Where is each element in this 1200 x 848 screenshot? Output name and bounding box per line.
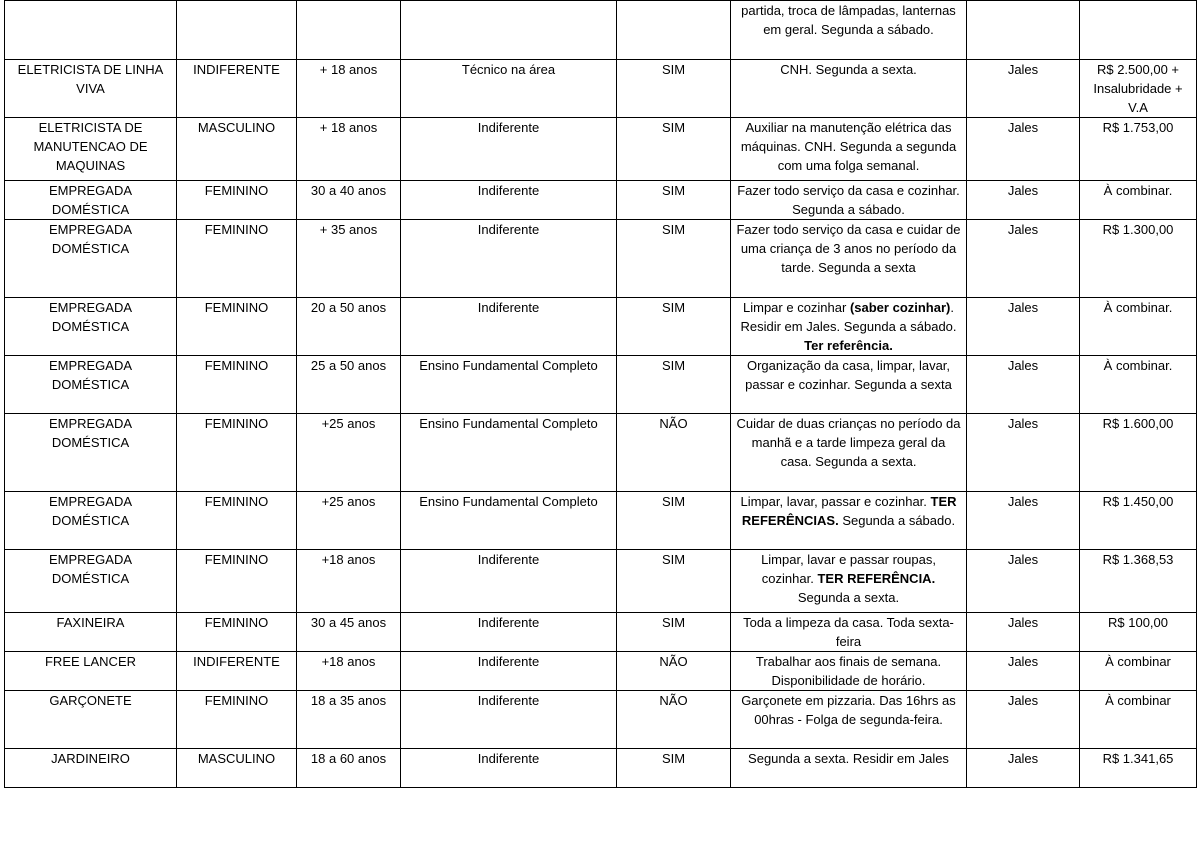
cell-cidade: Jales <box>967 118 1080 181</box>
cell-funcao: EMPREGADA DOMÉSTICA <box>5 181 177 220</box>
cell-idade: 20 a 50 anos <box>297 298 401 356</box>
cell-salario: À combinar <box>1080 652 1197 691</box>
cell-escolaridade: Indiferente <box>401 749 617 788</box>
cell-salario: À combinar. <box>1080 181 1197 220</box>
cell-escolaridade: Ensino Fundamental Completo <box>401 492 617 550</box>
cell-idade: + 18 anos <box>297 118 401 181</box>
cell-descricao <box>731 1 967 60</box>
cell-descricao <box>731 181 967 220</box>
cell-descricao <box>731 550 967 613</box>
description-text: Fazer todo serviço da casa e cuidar de uma criança de 3 anos no período da tarde. Segunda a sexta <box>736 222 961 275</box>
cell-experiencia: SIM <box>617 749 731 788</box>
cell-funcao: EMPREGADA DOMÉSTICA <box>5 492 177 550</box>
cell-descricao <box>731 414 967 492</box>
table-row <box>5 414 1197 492</box>
table-row <box>5 220 1197 298</box>
cell-salario: R$ 2.500,00 + Insalubridade + V.A <box>1080 60 1197 118</box>
description-text: Trabalhar aos finais de semana. Disponibilidade de horário. <box>755 654 942 688</box>
cell-experiencia: NÃO <box>617 691 731 749</box>
emphasis-text: TER REFERÊNCIA. <box>817 571 936 586</box>
cell-sexo: FEMININO <box>177 550 297 613</box>
cell-escolaridade: Indiferente <box>401 181 617 220</box>
cell-funcao: ELETRICISTA DE LINHA VIVA <box>5 60 177 118</box>
cell-sexo: MASCULINO <box>177 118 297 181</box>
cell-sexo: INDIFERENTE <box>177 652 297 691</box>
description-text: Toda a limpeza da casa. Toda sexta-feira <box>743 615 954 649</box>
emphasis-text: Ter referência. <box>804 338 893 353</box>
cell-salario: R$ 1.753,00 <box>1080 118 1197 181</box>
cell-experiencia: SIM <box>617 118 731 181</box>
cell-sexo: INDIFERENTE <box>177 60 297 118</box>
cell-experiencia: SIM <box>617 356 731 414</box>
cell-experiencia: SIM <box>617 550 731 613</box>
cell-experiencia: NÃO <box>617 652 731 691</box>
description-text: Auxiliar na manutenção elétrica das máquinas. CNH. Segunda a segunda com uma folga semanal. <box>740 120 957 173</box>
cell-descricao <box>731 298 967 356</box>
cell-idade: + 18 anos <box>297 60 401 118</box>
cell-funcao: GARÇONETE <box>5 691 177 749</box>
cell-salario: R$ 100,00 <box>1080 613 1197 652</box>
cell-funcao: EMPREGADA DOMÉSTICA <box>5 414 177 492</box>
cell-salario: À combinar <box>1080 691 1197 749</box>
cell-cidade: Jales <box>967 691 1080 749</box>
table-row <box>5 356 1197 414</box>
description-text: Limpar e cozinhar <box>743 300 850 315</box>
description-text: Limpar, lavar, passar e cozinhar. <box>740 494 931 509</box>
cell-experiencia: SIM <box>617 492 731 550</box>
table-row <box>5 613 1197 652</box>
cell-cidade: Jales <box>967 60 1080 118</box>
cell-descricao <box>731 613 967 652</box>
cell-idade: + 35 anos <box>297 220 401 298</box>
cell-sexo: FEMININO <box>177 492 297 550</box>
description-text: . Residir em Jales. Segunda a sábado. <box>740 300 957 334</box>
cell-experiencia: SIM <box>617 298 731 356</box>
cell-experiencia: SIM <box>617 60 731 118</box>
description-text: Organização da casa, limpar, lavar, passar e cozinhar. Segunda a sexta <box>745 358 952 392</box>
cell-funcao: EMPREGADA DOMÉSTICA <box>5 220 177 298</box>
cell-escolaridade <box>401 1 617 60</box>
cell-experiencia: SIM <box>617 220 731 298</box>
emphasis-text: TER REFERÊNCIAS. <box>741 494 957 528</box>
cell-experiencia: SIM <box>617 613 731 652</box>
cell-cidade: Jales <box>967 550 1080 613</box>
cell-salario: R$ 1.300,00 <box>1080 220 1197 298</box>
cell-escolaridade: Indiferente <box>401 691 617 749</box>
cell-idade: +25 anos <box>297 492 401 550</box>
cell-idade <box>297 1 401 60</box>
description-text: Cuidar de duas crianças no período da manhã e a tarde limpeza geral da casa. Segunda a sexta. <box>736 416 961 469</box>
cell-salario: À combinar. <box>1080 298 1197 356</box>
cell-idade: 18 a 60 anos <box>297 749 401 788</box>
table-row <box>5 550 1197 613</box>
cell-salario: R$ 1.368,53 <box>1080 550 1197 613</box>
cell-funcao: FAXINEIRA <box>5 613 177 652</box>
cell-descricao <box>731 691 967 749</box>
description-text: Segunda a sexta. Residir em Jales <box>748 751 949 766</box>
cell-descricao <box>731 749 967 788</box>
cell-sexo: FEMININO <box>177 181 297 220</box>
table-row <box>5 298 1197 356</box>
description-text: Fazer todo serviço da casa e cozinhar. Segunda a sábado. <box>737 183 960 217</box>
cell-cidade: Jales <box>967 652 1080 691</box>
description-text: Garçonete em pizzaria. Das 16hrs as 00hras - Folga de segunda-feira. <box>741 693 956 727</box>
cell-idade: 25 a 50 anos <box>297 356 401 414</box>
table-body <box>5 1 1197 788</box>
cell-sexo: FEMININO <box>177 298 297 356</box>
cell-escolaridade: Ensino Fundamental Completo <box>401 414 617 492</box>
cell-escolaridade: Indiferente <box>401 220 617 298</box>
cell-cidade: Jales <box>967 298 1080 356</box>
cell-idade: 30 a 40 anos <box>297 181 401 220</box>
cell-descricao <box>731 118 967 181</box>
table-row <box>5 492 1197 550</box>
cell-idade: +25 anos <box>297 414 401 492</box>
cell-experiencia: SIM <box>617 181 731 220</box>
cell-funcao: EMPREGADA DOMÉSTICA <box>5 298 177 356</box>
cell-salario: R$ 1.341,65 <box>1080 749 1197 788</box>
cell-experiencia <box>617 1 731 60</box>
cell-cidade: Jales <box>967 181 1080 220</box>
cell-escolaridade: Indiferente <box>401 613 617 652</box>
table-row <box>5 60 1197 118</box>
cell-escolaridade: Ensino Fundamental Completo <box>401 356 617 414</box>
cell-salario: R$ 1.600,00 <box>1080 414 1197 492</box>
description-text: Limpar, lavar e passar roupas, cozinhar. <box>761 552 936 586</box>
cell-descricao <box>731 60 967 118</box>
cell-escolaridade: Técnico na área <box>401 60 617 118</box>
cell-sexo: MASCULINO <box>177 749 297 788</box>
table-row <box>5 1 1197 60</box>
cell-salario <box>1080 1 1197 60</box>
cell-funcao <box>5 1 177 60</box>
cell-experiencia: NÃO <box>617 414 731 492</box>
cell-escolaridade: Indiferente <box>401 550 617 613</box>
emphasis-text: (saber cozinhar) <box>849 300 951 315</box>
table-row <box>5 652 1197 691</box>
cell-cidade: Jales <box>967 414 1080 492</box>
cell-cidade: Jales <box>967 220 1080 298</box>
cell-escolaridade: Indiferente <box>401 298 617 356</box>
table-row <box>5 749 1197 788</box>
cell-cidade: Jales <box>967 749 1080 788</box>
cell-descricao <box>731 220 967 298</box>
cell-idade: 30 a 45 anos <box>297 613 401 652</box>
description-text: partida, troca de lâmpadas, lanternas em geral. Segunda a sábado. <box>741 3 956 37</box>
cell-cidade: Jales <box>967 613 1080 652</box>
cell-funcao: JARDINEIRO <box>5 749 177 788</box>
cell-sexo <box>177 1 297 60</box>
cell-sexo: FEMININO <box>177 414 297 492</box>
cell-idade: +18 anos <box>297 550 401 613</box>
job-listings-table <box>4 0 1197 788</box>
cell-sexo: FEMININO <box>177 356 297 414</box>
cell-cidade: Jales <box>967 492 1080 550</box>
cell-cidade <box>967 1 1080 60</box>
cell-funcao: EMPREGADA DOMÉSTICA <box>5 550 177 613</box>
cell-idade: +18 anos <box>297 652 401 691</box>
cell-idade: 18 a 35 anos <box>297 691 401 749</box>
cell-sexo: FEMININO <box>177 613 297 652</box>
cell-descricao <box>731 356 967 414</box>
cell-descricao <box>731 492 967 550</box>
cell-funcao: EMPREGADA DOMÉSTICA <box>5 356 177 414</box>
cell-sexo: FEMININO <box>177 691 297 749</box>
description-text: CNH. Segunda a sexta. <box>780 62 917 77</box>
cell-descricao <box>731 652 967 691</box>
cell-salario: R$ 1.450,00 <box>1080 492 1197 550</box>
cell-cidade: Jales <box>967 356 1080 414</box>
table-row <box>5 691 1197 749</box>
cell-salario: À combinar. <box>1080 356 1197 414</box>
table-row <box>5 118 1197 181</box>
cell-funcao: FREE LANCER <box>5 652 177 691</box>
table-row <box>5 181 1197 220</box>
description-text: Segunda a sábado. <box>838 513 956 528</box>
cell-sexo: FEMININO <box>177 220 297 298</box>
description-text: Segunda a sexta. <box>797 590 900 605</box>
cell-funcao: ELETRICISTA DE MANUTENCAO DE MAQUINAS <box>5 118 177 181</box>
cell-escolaridade: Indiferente <box>401 652 617 691</box>
cell-escolaridade: Indiferente <box>401 118 617 181</box>
